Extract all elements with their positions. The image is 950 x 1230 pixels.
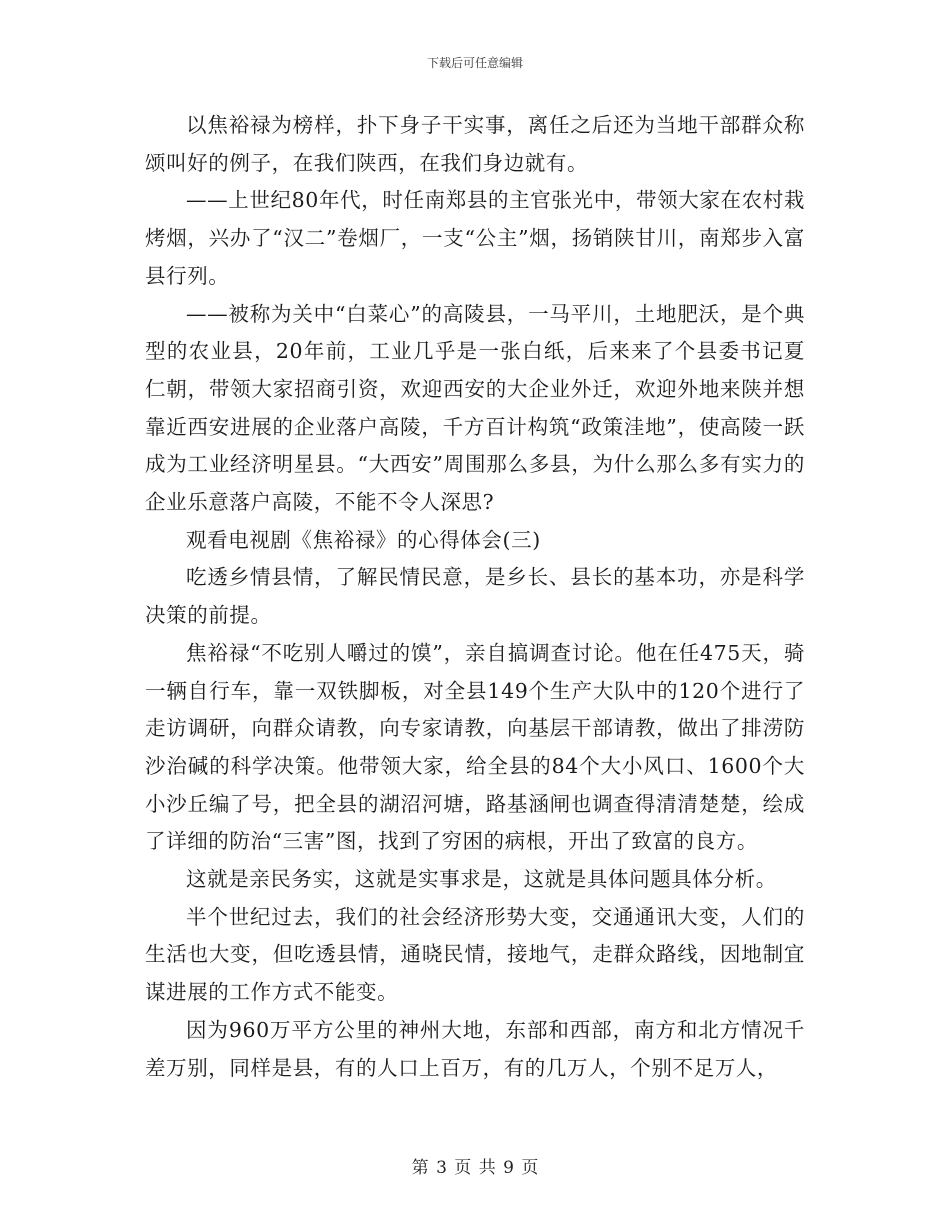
body-text bbox=[145, 107, 805, 1087]
paragraph: ——上世纪80年代，时任南郑县的主官张光中，带领大家在农村栽烤烟，兴办了“汉二”卷烟厂，一支“公主”烟，扬销陕甘川，南郑步入富县行列。 bbox=[145, 188, 805, 288]
page-footer: 第 3 页 共 9 页 bbox=[411, 1158, 539, 1178]
paragraph: ——被称为关中“白菜心”的高陵县，一马平川，土地肥沃，是个典型的农业县，20年前，工业几乎是一张白纸，后来来了个县委书记夏仁朝，带领大家招商引资，欢迎西安的大企业外迁，欢迎外地来陕并想靠近西安进展的企业落户高陵，千方百计构筑“政策洼地”，使高陵一跃成为工业经济明星县。“大西安”周围那么多县，为什么那么多有实力的企业乐意落户高陵，不能不令人深思? bbox=[145, 301, 805, 515]
page-header: 下载后可任意编辑 bbox=[426, 56, 523, 70]
paragraph: 这就是亲民务实，这就是实事求是，这就是具体问题具体分析。 bbox=[186, 867, 777, 892]
paragraph: 以焦裕禄为榜样，扑下身子干实事，离任之后还为当地干部群众称颂叫好的例子，在我们陕西，在我们身边就有。 bbox=[145, 113, 805, 175]
paragraph: 吃透乡情县情，了解民情民意，是乡长、县长的基本功，亦是科学决策的前提。 bbox=[145, 565, 805, 628]
paragraph: 半个世纪过去，我们的社会经济形势大变，交通通讯大变，人们的生活也大变，但吃透县情，通晓民情，接地气，走群众路线，因地制宜谋进展的工作方式不能变。 bbox=[145, 904, 805, 1005]
section-heading: 观看电视剧《焦裕禄》的心得体会(三) bbox=[186, 527, 541, 552]
paragraph: 焦裕禄“不吃别人嚼过的馍”，亲自搞调查讨论。他在任475天，骑一辆自行车，靠一双铁脚板，对全县149个生产大队中的120个进行了走访调研，向群众请教，向专家请教，向基层干部请教，做出了排涝防沙治碱的科学决策。他带领大家，给全县的84个大小风口、1600个大小沙丘编了号，把全县的湖沼河塘，路基涵闸也调查得清清楚楚，绘成了详细的防治“三害”图，找到了穷困的病根，开出了致富的良方。 bbox=[145, 640, 805, 854]
paragraph: 因为960万平方公里的神州大地，东部和西部，南方和北方情况千差万别，同样是县，有的人口上百万，有的几万人，个别不足万人， bbox=[145, 1017, 805, 1080]
